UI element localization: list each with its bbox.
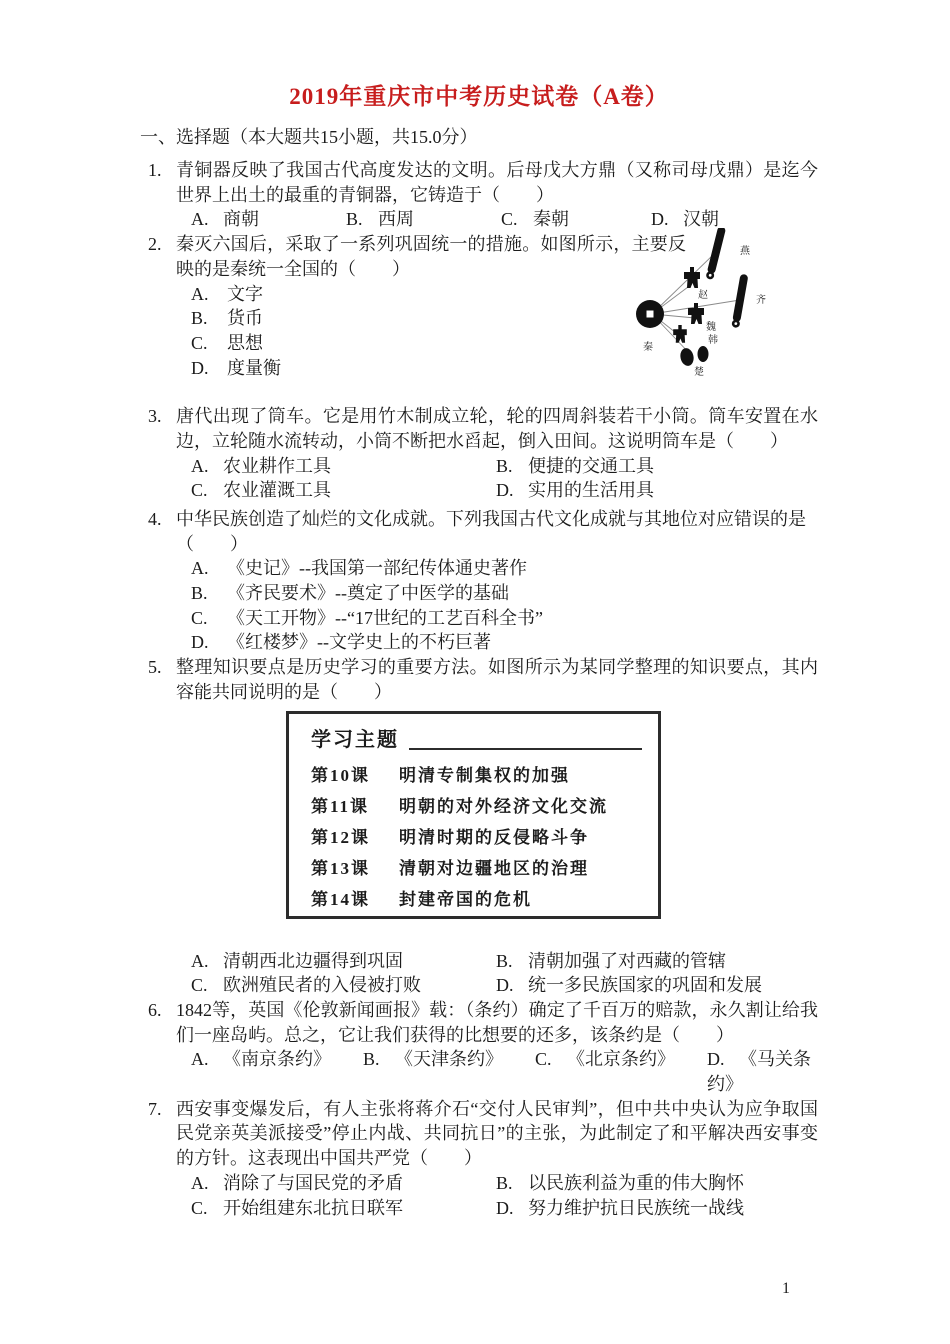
option-b [496,454,818,479]
option-d [191,630,818,655]
option-a [191,454,496,479]
option-text: 清朝西北边疆得到巩固 [223,950,403,971]
question-stem: 西安事变爆发后，有人主张将蒋介石“交付人民审判”，但中共中央认为应争取国民党亲英美派接受”停止内战、共同抗日”的主张，为此制定了和平解决西安事变的方针。这表现出中国共严党（ ） [176,1098,818,1169]
lesson-number: 第11课 [311,796,370,816]
option-text: 实用的生活用具 [528,480,654,501]
question-6 [140,998,818,1097]
options-row [176,1047,818,1096]
option-d [191,356,686,381]
section-heading: 一、选择题（本大题共15小题，共15.0分） [140,127,478,147]
option-text: 文字 [227,283,263,304]
lesson-topic: 明清时期的反侵略斗争 [399,827,589,847]
knowledge-item [311,822,642,853]
option-a [191,949,496,974]
option-text: 《马关条约》 [707,1049,811,1095]
options-list [176,282,686,381]
option-label: B. [191,308,208,329]
option-label: C. [191,607,208,628]
option-text: 货币 [227,308,263,329]
question-number: 6. [148,999,162,1020]
option-label: A. [191,455,209,476]
option-label: A. [191,1172,209,1193]
knowledge-item [311,760,642,791]
option-d [496,478,818,503]
option-c [191,331,686,356]
option-text: 秦朝 [533,209,569,230]
option-b [346,207,501,232]
option-text: 《天津条约》 [395,1049,503,1070]
option-text: 西周 [378,209,414,230]
options-grid [176,454,818,503]
option-a [191,282,686,307]
option-c [191,1196,496,1221]
option-text: 开始组建东北抗日联军 [223,1197,403,1218]
option-label: A. [191,1049,209,1070]
option-c [191,606,818,631]
option-d [496,973,818,998]
han-spade-coin-icon [673,325,687,343]
option-text: 《南京条约》 [223,1049,331,1070]
question-stem: 唐代出现了筒车。它是用竹木制成立轮，轮的四周斜装若干小筒。筒车安置在水边，立轮随水流转动，小筒不断把水舀起，倒入田间。这说明筒车是（ ） [176,406,818,451]
option-b [363,1047,535,1096]
option-label: C. [191,975,208,996]
option-label: D. [651,209,669,230]
lesson-topic: 明清专制集权的加强 [399,765,570,785]
wei-label: 魏 [706,322,716,334]
underline [409,747,642,750]
options-grid [176,1171,818,1220]
knowledge-box-title-row [311,726,642,754]
option-label: C. [191,332,208,353]
option-text: 《红楼梦》--文学史上的不朽巨著 [227,632,491,653]
option-text: 努力维护抗日民族统一战线 [528,1197,744,1218]
knowledge-box [286,711,661,919]
lesson-number: 第13课 [311,858,370,878]
option-text: 统一多民族国家的巩固和发展 [528,975,762,996]
option-label: D. [191,357,209,378]
option-label: C. [191,480,208,501]
option-text: 欧洲殖民者的入侵被打败 [223,975,421,996]
option-text: 消除了与国民党的矛盾 [223,1172,403,1193]
option-label: C. [535,1049,552,1070]
knowledge-box-title: 学习主题 [311,728,399,751]
lesson-topic: 封建帝国的危机 [399,889,532,909]
question-number: 2. [148,234,162,255]
yan-label: 燕 [740,246,750,258]
option-c [191,478,496,503]
qin-label: 秦 [643,342,653,354]
lesson-number: 第12课 [311,827,370,847]
question-number: 5. [148,657,162,678]
chu-label: 楚 [694,367,704,379]
option-b [496,949,818,974]
option-b [496,1171,818,1196]
options-list [176,556,818,655]
option-a [191,1171,496,1196]
question-stem: 秦灭六国后，采取了一系列巩固统一的措施。如图所示，主要反映的是秦统一全国的（ ） [176,234,686,279]
option-label: B. [496,950,513,971]
option-label: B. [496,1172,513,1193]
exam-title: 2019年重庆市中考历史试卷（A卷） [289,84,669,109]
option-text: 《天工开物》--“17世纪的工艺百科全书” [227,607,543,628]
option-text: 度量衡 [227,357,281,378]
option-label: B. [496,455,513,476]
qi-label: 齐 [756,295,766,307]
question-stem: 中华民族创造了灿烂的文化成就。下列我国古代文化成就与其地位对应错误的是 [176,508,806,529]
lesson-number: 第10课 [311,765,370,785]
option-text: 思想 [227,332,263,353]
option-text: 商朝 [223,209,259,230]
yan-knife-coin-icon [705,228,726,280]
question-number: 7. [148,1098,162,1119]
lesson-topic: 清朝对边疆地区的治理 [399,858,589,878]
option-text: 汉朝 [683,209,719,230]
question-number: 3. [148,406,162,427]
question-5 [140,655,818,998]
lesson-topic: 明朝的对外经济文化交流 [399,796,608,816]
option-label: D. [496,480,514,501]
option-b [191,306,686,331]
question-number: 4. [148,508,162,529]
option-label: C. [191,1197,208,1218]
question-7 [140,1097,818,1221]
question-stem: 整理知识要点是历史学习的重要方法。如图所示为某同学整理的知识要点，其内容能共同说明的是（ ） [176,657,818,702]
option-text: 清朝加强了对西藏的管辖 [528,950,726,971]
option-text: 《史记》--我国第一部纪传体通史著作 [227,558,527,579]
question-2 [140,232,818,404]
ancient-coins-diagram [628,228,793,396]
option-text: 以民族利益为重的伟大胸怀 [528,1172,744,1193]
question-stem: 1842等，英国《伦敦新闻画报》载：（条约）确定了千百万的赔款，永久割让给我们一座岛屿。总之，它让我们获得的比想要的还多，该条约是（ ） [176,999,818,1045]
zhao-label: 赵 [698,290,708,302]
lesson-number: 第14课 [311,889,370,909]
question-number: 1. [148,160,162,180]
question-4 [140,507,818,655]
option-label: B. [191,583,208,604]
option-d [496,1196,818,1221]
option-label: D. [496,975,514,996]
option-label: A. [191,950,209,971]
option-text: 便捷的交通工具 [528,455,654,476]
option-c [535,1047,707,1096]
qin-round-coin-icon [636,300,664,328]
question-stem: 青铜器反映了我国古代高度发达的文明。后母戊大方鼎（又称司母戊鼎）是迄今世界上出土的最重的青铜器，它铸造于（ ） [176,160,818,205]
question-stem-blank: （ ） [176,533,248,554]
option-b [191,581,818,606]
option-text: 农业灌溉工具 [223,480,331,501]
option-label: D. [191,632,209,653]
option-a [191,1047,363,1096]
question-3 [140,404,818,503]
option-a [191,556,818,581]
han-label: 韩 [708,335,718,347]
document-content [140,82,818,1220]
option-label: D. [496,1197,514,1218]
options-grid [176,949,818,998]
knowledge-item [311,884,642,915]
option-text: 《齐民要术》--奠定了中医学的基础 [227,583,509,604]
knowledge-item [311,853,642,884]
option-label: B. [363,1049,380,1070]
option-d [707,1047,818,1096]
option-label: A. [191,558,209,579]
option-c [191,973,496,998]
knowledge-item [311,791,642,822]
option-label: A. [191,209,209,230]
option-label: C. [501,209,518,230]
chu-ant-nose-coins-icon [679,346,709,367]
option-text: 《北京条约》 [567,1049,675,1070]
option-label: B. [346,209,363,230]
option-label: D. [707,1049,725,1070]
page-number: 1 [782,1280,790,1297]
option-label: A. [191,283,209,304]
question-1 [140,158,818,232]
option-text: 农业耕作工具 [223,455,331,476]
option-a [191,207,346,232]
